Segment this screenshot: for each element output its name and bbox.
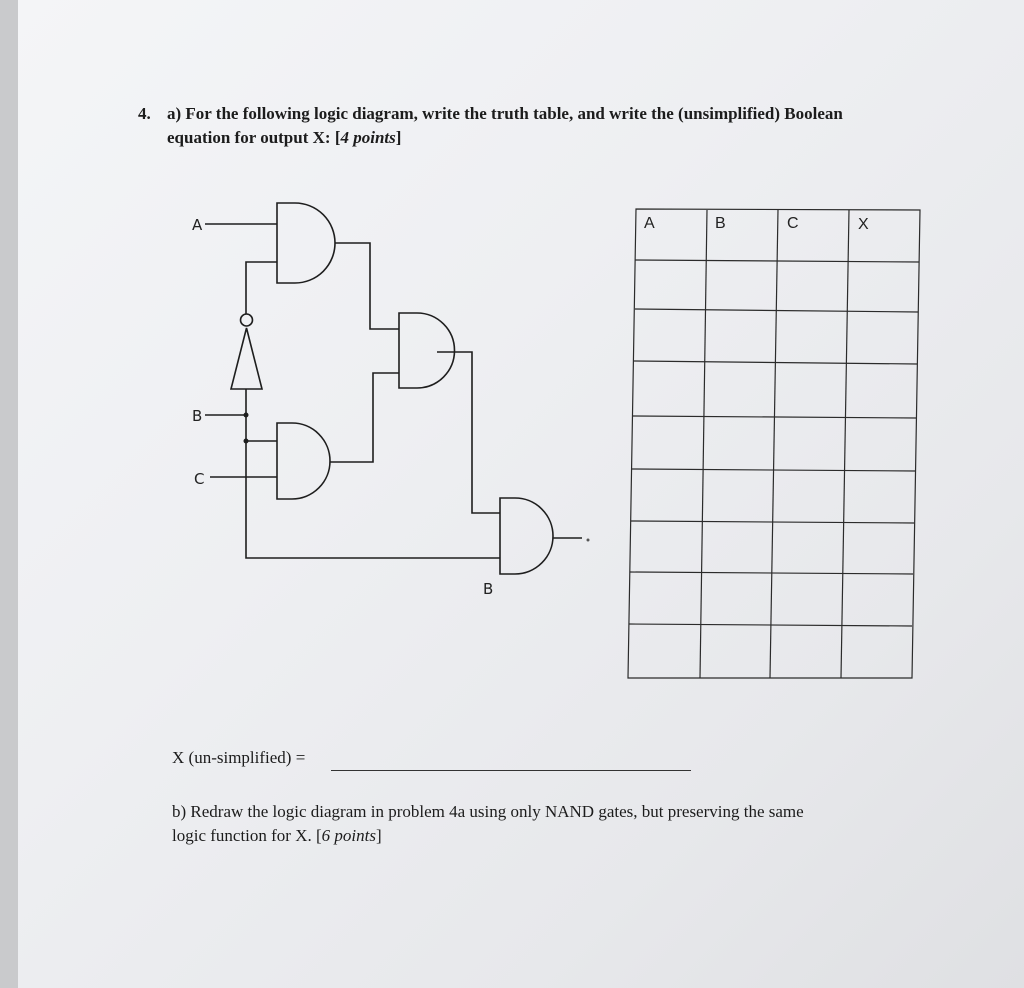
table-header-c: C	[787, 215, 799, 232]
output-dot	[587, 539, 590, 542]
input-label-b: B	[192, 407, 203, 425]
part-a-prompt-line1: a) For the following logic diagram, write the truth table, and write the (unsimplified) Boolean	[167, 104, 843, 123]
and-gate-3	[277, 423, 330, 499]
and-gate-1	[277, 203, 335, 283]
not-gate	[231, 328, 262, 389]
col-line-1	[700, 210, 707, 678]
answer-blank-line[interactable]	[331, 770, 691, 771]
wire-g1-g2	[335, 243, 399, 329]
part-b-points: 6 points	[321, 826, 376, 845]
junction-dot-b2	[244, 439, 249, 444]
col-line-3	[841, 210, 849, 678]
question-number: 4.	[138, 104, 151, 123]
wire-g3-g2	[330, 373, 399, 462]
wire-g2-g4	[437, 352, 500, 513]
input-label-b-bottom: B	[483, 580, 494, 598]
truth-table	[628, 209, 920, 678]
table-header-a: A	[644, 215, 655, 232]
part-b-prompt-line2: logic function for X. [6 points]	[172, 826, 382, 845]
input-label-a: A	[192, 216, 203, 234]
wire-notb-g1	[246, 262, 277, 314]
table-header-x: X	[858, 216, 869, 233]
and-gate-4	[500, 498, 553, 574]
part-a-prompt-line2: equation for output X: [4 points]	[167, 128, 402, 147]
logic-diagram	[205, 203, 582, 574]
not-bubble	[241, 314, 253, 326]
col-line-2	[770, 210, 778, 678]
and-gate-2	[399, 313, 455, 388]
table-header-b: B	[715, 215, 726, 232]
part-a-points: 4 points	[340, 128, 396, 147]
input-label-c: C	[194, 470, 205, 488]
x-unsimplified-label: X (un-simplified) =	[172, 748, 306, 767]
junction-dot-b	[244, 413, 249, 418]
part-b-prompt-line1: b) Redraw the logic diagram in problem 4a using only NAND gates, but preserving the same	[172, 802, 804, 821]
